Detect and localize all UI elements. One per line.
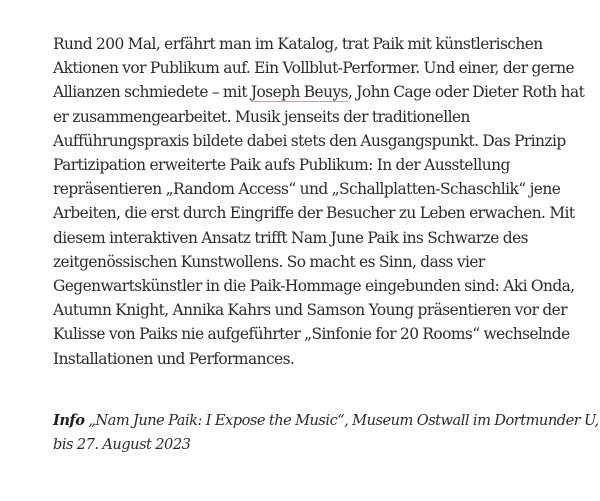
paragraph-line: [53, 80, 585, 104]
paragraph-line: Installationen und Performances.: [53, 349, 295, 368]
paragraph-text: Allianzen schmiedete – mit: [53, 83, 251, 102]
paragraph-line: Aktionen vor Publikum auf. Ein Vollblut-Performer. Und einer, der gerne: [53, 59, 575, 78]
paragraph-line: repräsentieren „Random Access“ und „Schallplatten-Schaschlik“ jene: [53, 180, 561, 199]
info-line: bis 27. August 2023: [53, 436, 191, 454]
paragraph-text: , John Cage oder Dieter Roth hat: [347, 83, 585, 102]
paragraph-line: zeitgenössischen Kunstwollens. So macht es Sinn, dass vier: [53, 252, 485, 271]
paragraph-line: diesem interaktiven Ansatz trifft Nam June Paik ins Schwarze des: [53, 228, 528, 247]
paragraph-line: Aufführungspraxis bildete dabei stets den Ausgangspunkt. Das Prinzip: [53, 131, 566, 150]
info-text: „Nam June Paik: I Expose the Music“, Museum Ostwall im Dortmunder U,: [84, 412, 599, 429]
article-body: [53, 32, 599, 454]
paragraph-line: Gegenwartskünstler in die Paik-Hommage eingebunden sind: Aki Onda,: [53, 277, 575, 296]
paragraph-line: Autumn Knight, Annika Kahrs und Samson Young präsentieren vor der: [53, 301, 568, 320]
paragraph-line: Partizipation erweiterte Paik aufs Publikum: In der Ausstellung: [53, 156, 510, 175]
paragraph-line: Arbeiten, die erst durch Eingriffe der Besucher zu Leben erwachen. Mit: [53, 204, 575, 223]
info-label: Info: [53, 412, 85, 429]
paragraph-line: Kulisse von Paiks nie aufgeführter „Sinfonie for 20 Rooms“ wechselnde: [53, 325, 570, 344]
paragraph-line: Rund 200 Mal, erfährt man im Katalog, trat Paik mit künstlerischen: [53, 35, 543, 53]
info-box: [53, 409, 599, 457]
article-paragraph: [53, 32, 585, 371]
info-line: [53, 409, 599, 433]
joseph-beuys-link[interactable]: Joseph Beuys: [250, 83, 348, 102]
paragraph-line: er zusammengearbeitet. Musik jenseits der traditionellen: [53, 107, 470, 126]
